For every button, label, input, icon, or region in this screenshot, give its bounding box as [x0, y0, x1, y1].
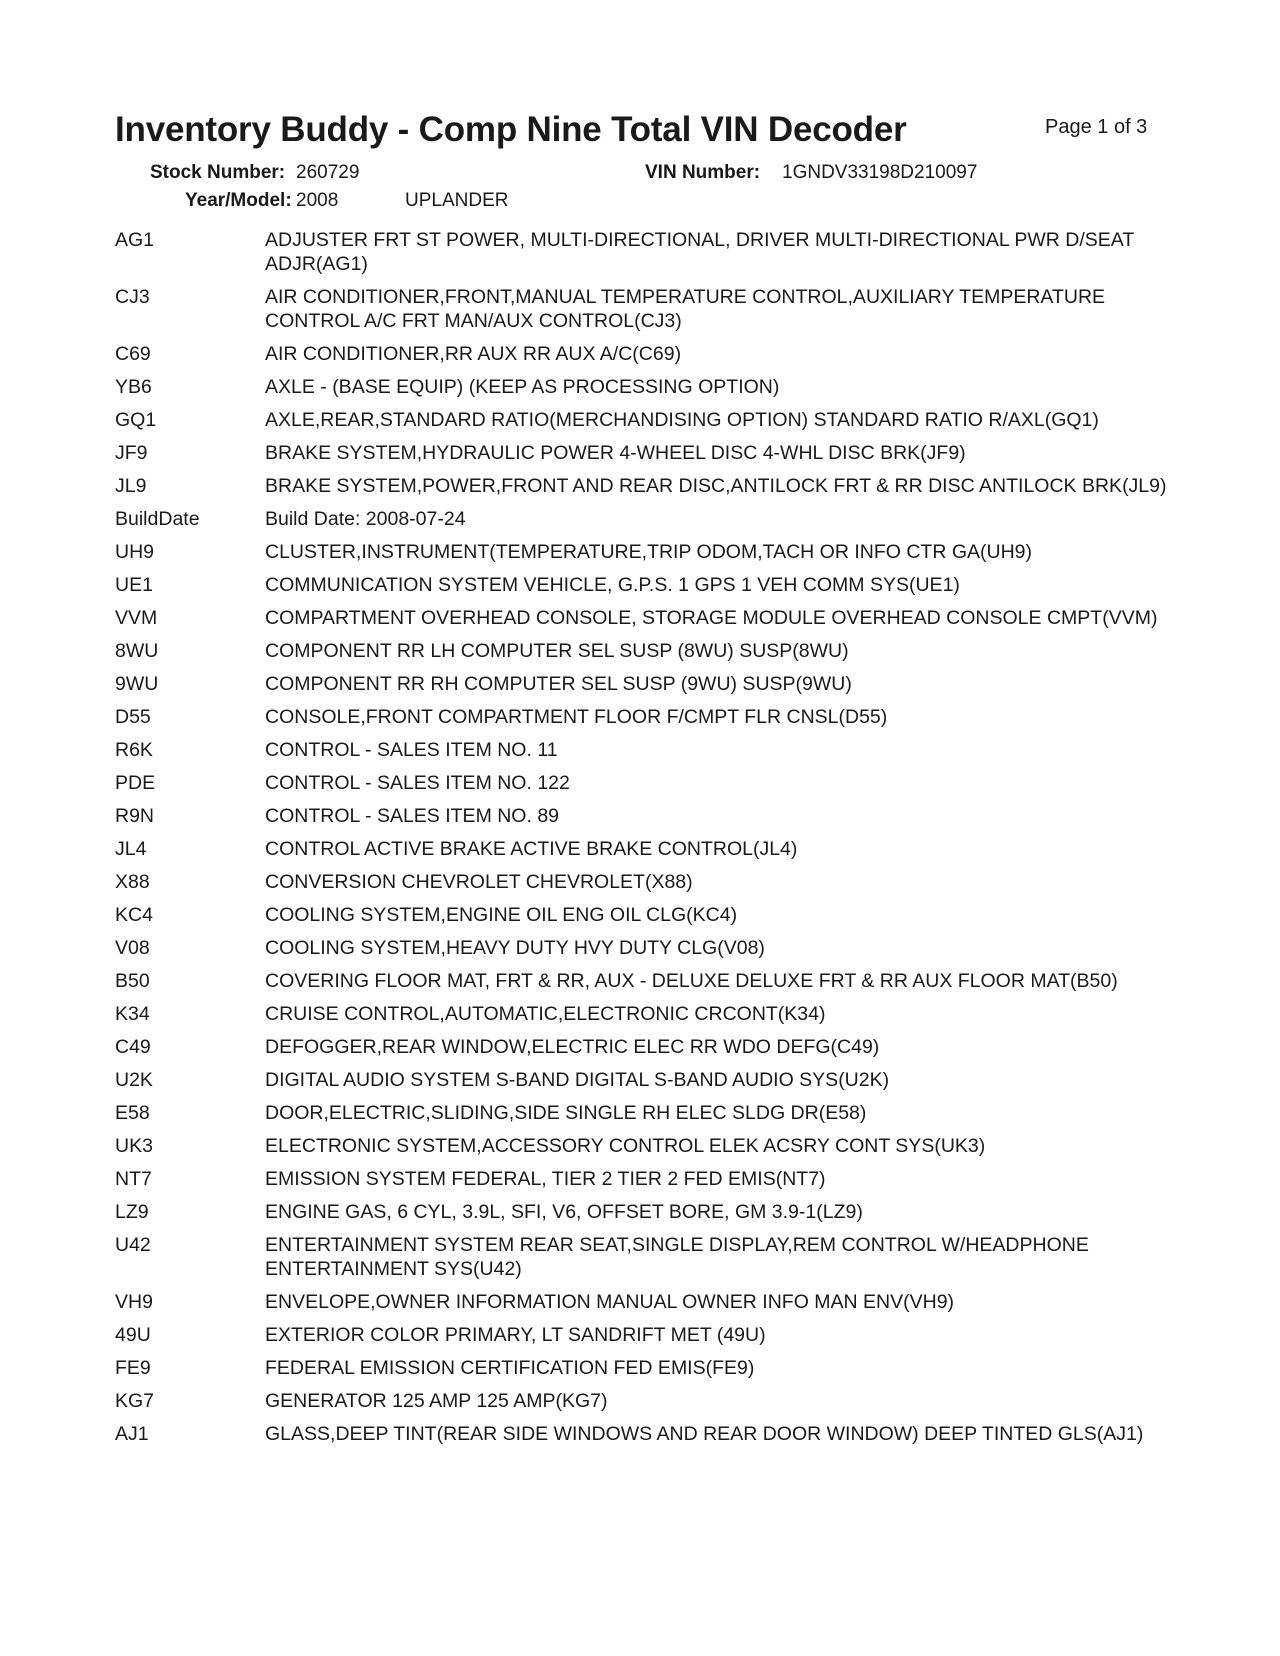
option-description: AXLE - (BASE EQUIP) (KEEP AS PROCESSING OPTION) [265, 376, 780, 398]
option-row [115, 408, 1175, 432]
option-code: 49U [115, 1324, 151, 1346]
option-code: KC4 [115, 904, 153, 926]
option-code: B50 [115, 970, 150, 992]
option-code: R9N [115, 805, 155, 827]
option-description: CONSOLE,FRONT COMPARTMENT FLOOR F/CMPT FLR CNSL(D55) [265, 706, 888, 728]
option-row [115, 1167, 1175, 1191]
option-code: JL9 [115, 475, 147, 497]
vin-number-value: 1GNDV33198D210097 [782, 162, 978, 183]
option-description: FEDERAL EMISSION CERTIFICATION FED EMIS(FE9) [265, 1357, 755, 1379]
option-description: Build Date: 2008-07-24 [265, 508, 466, 530]
option-row [115, 771, 1175, 795]
option-row [115, 1356, 1175, 1380]
option-description: ELECTRONIC SYSTEM,ACCESSORY CONTROL ELEK ACSRY CONT SYS(UK3) [265, 1135, 986, 1157]
option-code: U42 [115, 1234, 151, 1256]
option-description: CRUISE CONTROL,AUTOMATIC,ELECTRONIC CRCONT(K34) [265, 1003, 826, 1025]
option-description: ENGINE GAS, 6 CYL, 3.9L, SFI, V6, OFFSET BORE, GM 3.9-1(LZ9) [265, 1201, 863, 1223]
option-row [115, 285, 1175, 333]
option-code: C69 [115, 343, 151, 365]
year-model-label: Year/Model: [185, 190, 292, 211]
option-code: UK3 [115, 1135, 153, 1157]
option-code: LZ9 [115, 1201, 149, 1223]
option-row [115, 1422, 1175, 1446]
option-row [115, 1389, 1175, 1413]
option-code: C49 [115, 1036, 151, 1058]
option-code: AJ1 [115, 1423, 149, 1445]
option-row [115, 1134, 1175, 1158]
option-code: X88 [115, 871, 150, 893]
option-description: COMMUNICATION SYSTEM VEHICLE, G.P.S. 1 GPS 1 VEH COMM SYS(UE1) [265, 574, 960, 596]
vin-number-label: VIN Number: [645, 162, 761, 183]
option-row [115, 441, 1175, 465]
option-row [115, 540, 1175, 564]
option-description: CONTROL - SALES ITEM NO. 89 [265, 805, 560, 827]
option-description: CONTROL - SALES ITEM NO. 11 [265, 739, 558, 761]
option-row [115, 474, 1175, 498]
option-code: V08 [115, 937, 150, 959]
option-row [115, 1233, 1175, 1281]
option-row [115, 870, 1175, 894]
option-row [115, 936, 1175, 960]
option-row [115, 1290, 1175, 1314]
option-row [115, 639, 1175, 663]
option-code: D55 [115, 706, 151, 728]
option-code: VVM [115, 607, 158, 629]
option-code: VH9 [115, 1291, 153, 1313]
option-description: ENVELOPE,OWNER INFORMATION MANUAL OWNER INFO MAN ENV(VH9) [265, 1291, 955, 1313]
option-row [115, 375, 1175, 399]
option-code: FE9 [115, 1357, 151, 1379]
option-description: ADJUSTER FRT ST POWER, MULTI-DIRECTIONAL, DRIVER MULTI-DIRECTIONAL PWR D/SEAT ADJR(AG1) [265, 229, 1134, 275]
option-description: COVERING FLOOR MAT, FRT & RR, AUX - DELUXE DELUXE FRT & RR AUX FLOOR MAT(B50) [265, 970, 1118, 992]
option-code: 9WU [115, 673, 159, 695]
option-code: PDE [115, 772, 156, 794]
option-description: GENERATOR 125 AMP 125 AMP(KG7) [265, 1390, 608, 1412]
option-description: GLASS,DEEP TINT(REAR SIDE WINDOWS AND REAR DOOR WINDOW) DEEP TINTED GLS(AJ1) [265, 1423, 1144, 1445]
option-code: JL4 [115, 838, 147, 860]
option-description: CONVERSION CHEVROLET CHEVROLET(X88) [265, 871, 693, 893]
option-description: CONTROL ACTIVE BRAKE ACTIVE BRAKE CONTROL(JL4) [265, 838, 798, 860]
option-code: YB6 [115, 376, 152, 398]
option-code: UE1 [115, 574, 153, 596]
option-row [115, 228, 1175, 276]
option-code: CJ3 [115, 286, 150, 308]
option-description: CLUSTER,INSTRUMENT(TEMPERATURE,TRIP ODOM,TACH OR INFO CTR GA(UH9) [265, 541, 1033, 563]
option-description: AIR CONDITIONER,FRONT,MANUAL TEMPERATURE CONTROL,AUXILIARY TEMPERATURE CONTROL A/C FRT MAN/AUX CONTROL(CJ3) [265, 286, 1106, 332]
option-row [115, 804, 1175, 828]
page-number: Page 1 of 3 [1045, 116, 1148, 138]
option-description: COMPONENT RR LH COMPUTER SEL SUSP (8WU) SUSP(8WU) [265, 640, 849, 662]
option-code: 8WU [115, 640, 159, 662]
option-row [115, 1035, 1175, 1059]
stock-number-value: 260729 [296, 162, 360, 183]
option-code: NT7 [115, 1168, 152, 1190]
option-description: DOOR,ELECTRIC,SLIDING,SIDE SINGLE RH ELEC SLDG DR(E58) [265, 1102, 867, 1124]
option-row [115, 507, 1175, 531]
option-row [115, 705, 1175, 729]
option-row [115, 837, 1175, 861]
option-code: GQ1 [115, 409, 157, 431]
option-row [115, 1101, 1175, 1125]
option-description: DEFOGGER,REAR WINDOW,ELECTRIC ELEC RR WDO DEFG(C49) [265, 1036, 880, 1058]
option-row [115, 573, 1175, 597]
option-description: COOLING SYSTEM,HEAVY DUTY HVY DUTY CLG(V08) [265, 937, 765, 959]
option-code: U2K [115, 1069, 153, 1091]
option-row [115, 1200, 1175, 1224]
stock-number-label: Stock Number: [150, 162, 286, 183]
option-row [115, 1323, 1175, 1347]
option-description: BRAKE SYSTEM,POWER,FRONT AND REAR DISC,ANTILOCK FRT & RR DISC ANTILOCK BRK(JL9) [265, 475, 1167, 497]
option-description: AXLE,REAR,STANDARD RATIO(MERCHANDISING OPTION) STANDARD RATIO R/AXL(GQ1) [265, 409, 1099, 431]
year-value: 2008 [296, 190, 339, 211]
option-description: DIGITAL AUDIO SYSTEM S-BAND DIGITAL S-BAND AUDIO SYS(U2K) [265, 1069, 890, 1091]
document-title: Inventory Buddy - Comp Nine Total VIN Decoder [115, 110, 907, 149]
option-row [115, 1002, 1175, 1026]
option-row [115, 342, 1175, 366]
option-description: COMPARTMENT OVERHEAD CONSOLE, STORAGE MODULE OVERHEAD CONSOLE CMPT(VVM) [265, 607, 1158, 629]
option-description: COMPONENT RR RH COMPUTER SEL SUSP (9WU) SUSP(9WU) [265, 673, 852, 695]
option-description: EMISSION SYSTEM FEDERAL, TIER 2 TIER 2 FED EMIS(NT7) [265, 1168, 826, 1190]
option-row [115, 903, 1175, 927]
option-description: COOLING SYSTEM,ENGINE OIL ENG OIL CLG(KC4) [265, 904, 738, 926]
option-description: CONTROL - SALES ITEM NO. 122 [265, 772, 570, 794]
option-row [115, 1068, 1175, 1092]
option-description: AIR CONDITIONER,RR AUX RR AUX A/C(C69) [265, 343, 682, 365]
option-row [115, 672, 1175, 696]
option-code: R6K [115, 739, 153, 761]
option-code: JF9 [115, 442, 148, 464]
option-code: K34 [115, 1003, 150, 1025]
option-code: BuildDate [115, 508, 200, 530]
option-code: UH9 [115, 541, 155, 563]
option-list [115, 228, 1175, 1455]
option-description: BRAKE SYSTEM,HYDRAULIC POWER 4-WHEEL DISC 4-WHL DISC BRK(JF9) [265, 442, 966, 464]
option-code: E58 [115, 1102, 150, 1124]
option-row [115, 606, 1175, 630]
model-value: UPLANDER [405, 190, 509, 211]
option-code: KG7 [115, 1390, 155, 1412]
option-code: AG1 [115, 229, 155, 251]
option-description: ENTERTAINMENT SYSTEM REAR SEAT,SINGLE DISPLAY,REM CONTROL W/HEADPHONE ENTERTAINMENT SYS(U42) [265, 1234, 1089, 1280]
option-row [115, 969, 1175, 993]
option-description: EXTERIOR COLOR PRIMARY, LT SANDRIFT MET (49U) [265, 1324, 766, 1346]
option-row [115, 738, 1175, 762]
